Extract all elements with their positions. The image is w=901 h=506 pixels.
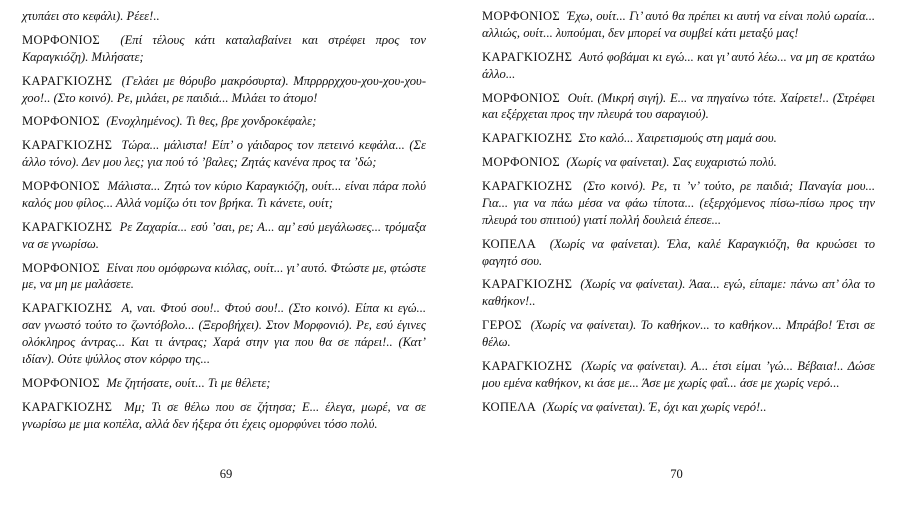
paragraph-text: (Στο κοινό). Ρε, τι ’ν’ τούτο, ρε παιδιά; Παναγία μου... Για... για να πάω μέσα να φάω τίποτα... (εξερχόμενος πίσω-πίσω προς την πλευρά του σπιτιού) γιατί πολλή δουλειά έπεσε... — [482, 179, 875, 227]
paragraph — [22, 399, 426, 433]
speaker-name: ΓΕΡΟΣ — [482, 318, 522, 333]
paragraph-text: Αυτό φοβάμαι κι εγώ... και γι’ αυτό λέω... να μη σε κρατάω άλλο... — [482, 49, 875, 81]
speaker-name: ΚΑΡΑΓΚΙΟΖΗΣ — [22, 219, 113, 234]
paragraph — [482, 358, 875, 392]
paragraph — [22, 260, 426, 294]
paragraph — [22, 300, 426, 368]
speaker-name: ΜΟΡΦΟΝΙΟΣ — [22, 179, 101, 193]
paragraph — [22, 375, 426, 392]
paragraph-text: (Χωρίς να φαίνεται). Α... έτσι είμαι ’γώ... Βέβαια!.. Δώσε μου εμένα καθήκον, κι άσε με... Άσε με χωρίς φαΐ... άσε με χωρίς νερό... — [482, 358, 875, 390]
speaker-name: ΚΑΡΑΓΚΙΟΖΗΣ — [482, 131, 573, 146]
paragraph — [22, 8, 426, 25]
speaker-name: ΚΑΡΑΓΚΙΟΖΗΣ — [482, 179, 573, 193]
speaker-name: ΚΑΡΑΓΚΙΟΖΗΣ — [482, 49, 573, 64]
speaker-name: ΜΟΡΦΟΝΙΟΣ — [482, 90, 561, 105]
speaker-name: ΚΑΡΑΓΚΙΟΖΗΣ — [22, 138, 113, 153]
paragraph-text: Α, ναι. Φτού σου!.. Φτού σου!.. (Στο κοινό). Είπα κι εγώ... σαν γνωστό τούτο το ζωντόβολο... (Ξεροβήχει). Στον Μορφονιό). Ρε, εσύ έγινες ολόκληρος άντρας... Και τι άντρας; Χαρά στην για που θα σε πάρει!.. (Κατ’ ιδίαν). Ούτε ψύλλος στον κόρφο της... — [22, 301, 427, 366]
paragraph — [482, 399, 875, 416]
paragraph — [22, 137, 426, 171]
speaker-name: ΜΟΡΦΟΝΙΟΣ — [482, 155, 561, 170]
paragraph-text: Ουίτ. (Μικρή σιγή). Ε... να πηγαίνω τότε. Χαίρετε!.. (Στρέφει και εξέρχεται προς την πλευρά του σαραγιού). — [482, 90, 875, 122]
speaker-name: ΚΟΠΕΛΑ — [482, 236, 537, 251]
paragraph — [22, 178, 426, 212]
paragraph-text: Ρε Ζαχαρία... εσύ ’σαι, ρε; Α... αμ’ εσύ μεγάλωσες... τρόμαξα να σε γνωρίσω. — [22, 219, 427, 251]
paragraph — [482, 236, 875, 270]
paragraph — [482, 317, 875, 351]
paragraph — [22, 113, 426, 130]
paragraph — [482, 178, 875, 229]
paragraph-text: (Χωρίς να φαίνεται). Σας ευχαριστώ πολύ. — [566, 155, 777, 170]
speaker-name: ΜΟΡΦΟΝΙΟΣ — [22, 32, 101, 47]
speaker-name: ΜΟΡΦΟΝΙΟΣ — [482, 9, 561, 23]
page-number-left: 69 — [219, 467, 233, 481]
page-right-text-column — [482, 8, 875, 416]
speaker-name: ΚΑΡΑΓΚΙΟΖΗΣ — [22, 73, 113, 88]
page-left-text-column — [22, 8, 426, 432]
paragraph-text: Μάλιστα... Ζητώ τον κύριο Καραγκιόζη, ουίτ... είναι πάρα πολύ καλός μου φίλος... Αλλά νομίζω ότι τον βρήκα. Τι κάνετε, ουίτ; — [22, 179, 427, 210]
paragraph-text: Στο καλό... Χαιρετισμούς στη μαμά σου. — [578, 131, 777, 146]
paragraph-text: χτυπάει στο κεφάλι). Ρέεε!.. — [22, 9, 160, 23]
page-right — [452, 0, 901, 506]
paragraph — [482, 154, 875, 171]
speaker-name: ΜΟΡΦΟΝΙΟΣ — [22, 375, 101, 390]
paragraph — [482, 276, 875, 310]
paragraph-text: (Χωρίς να φαίνεται). Το καθήκον... το καθήκον... Μπράβο! Έτσι σε θέλω. — [482, 318, 875, 349]
paragraph — [22, 219, 426, 253]
paragraph — [482, 8, 875, 42]
paragraph-text: Με ζητήσατε, ουίτ... Τι με θέλετε; — [106, 375, 271, 390]
speaker-name: ΜΟΡΦΟΝΙΟΣ — [22, 114, 101, 129]
paragraph — [482, 90, 875, 124]
paragraph-text: (Χωρίς να φαίνεται). Έλα, καλέ Καραγκιόζη, θα κρυώσει το φαγητό σου. — [482, 236, 876, 268]
speaker-name: ΚΟΠΕΛΑ — [482, 399, 537, 414]
paragraph-text: Έχω, ουίτ... Γι’ αυτό θα πρέπει κι αυτή να είναι πολύ ωραία... αλλιώς, ουίτ... λυπούμαι, δεν μπορεί να συμβεί κάτι μεταξύ μας! — [482, 9, 876, 40]
paragraph-text: (Επί τέλους κάτι καταλαβαίνει και στρέφει προς τον Καραγκιόζη). Μιλήσατε; — [22, 32, 427, 64]
paragraph — [482, 49, 875, 83]
paragraph-text: Τώρα... μάλιστα! Είπ’ ο γάιδαρος τον πετεινό κεφάλα... (Σε άλλο τόνο). Δεν μου λες; για πού τό ’βαλες; Ζητάς κανένα προς τα ’δώ; — [22, 138, 426, 170]
page-number-right: 70 — [670, 467, 683, 481]
paragraph-text: (Χωρίς να φαίνεται). Άαα... εγώ, είπαμε: πάνω απ’ όλα το καθήκον!.. — [482, 277, 875, 309]
speaker-name: ΜΟΡΦΟΝΙΟΣ — [22, 260, 101, 275]
paragraph — [22, 32, 426, 66]
paragraph-text: (Ενοχλημένος). Τι θες, βρε χονδροκέφαλε; — [106, 114, 317, 129]
speaker-name: ΚΑΡΑΓΚΙΟΖΗΣ — [482, 277, 573, 292]
paragraph-text: Μμ; Τι σε θέλω που σε ζήτησα; Ε... έλεγα, μωρέ, να σε γνωρίσω με μια κοπέλα, αλλά δεν ήξερα ότι έχεις ομορφύνει τόσο πολύ. — [22, 399, 427, 431]
paragraph — [22, 73, 426, 107]
paragraph-text: (Χωρίς να φαίνεται). Έ, όχι και χωρίς νερό!.. — [542, 399, 767, 414]
paragraph-text: Είναι που ομόφρωνα κιόλας, ουίτ... γι’ αυτό. Φτώστε με, φτώστε με, να μη με μαλάσετε. — [22, 260, 426, 292]
speaker-name: ΚΑΡΑΓΚΙΟΖΗΣ — [482, 358, 573, 373]
speaker-name: ΚΑΡΑΓΚΙΟΖΗΣ — [22, 301, 113, 316]
speaker-name: ΚΑΡΑΓΚΙΟΖΗΣ — [22, 399, 113, 414]
paragraph-text: (Γελάει με θόρυβο μακρόσυρτα). Μπρρρρχχου-χου-χου-χου-χοο!.. (Στο κοινό). Ρε, μιλάει, ρε παιδιά... Μιλάει το άτομο! — [22, 73, 427, 105]
paragraph — [482, 130, 875, 147]
